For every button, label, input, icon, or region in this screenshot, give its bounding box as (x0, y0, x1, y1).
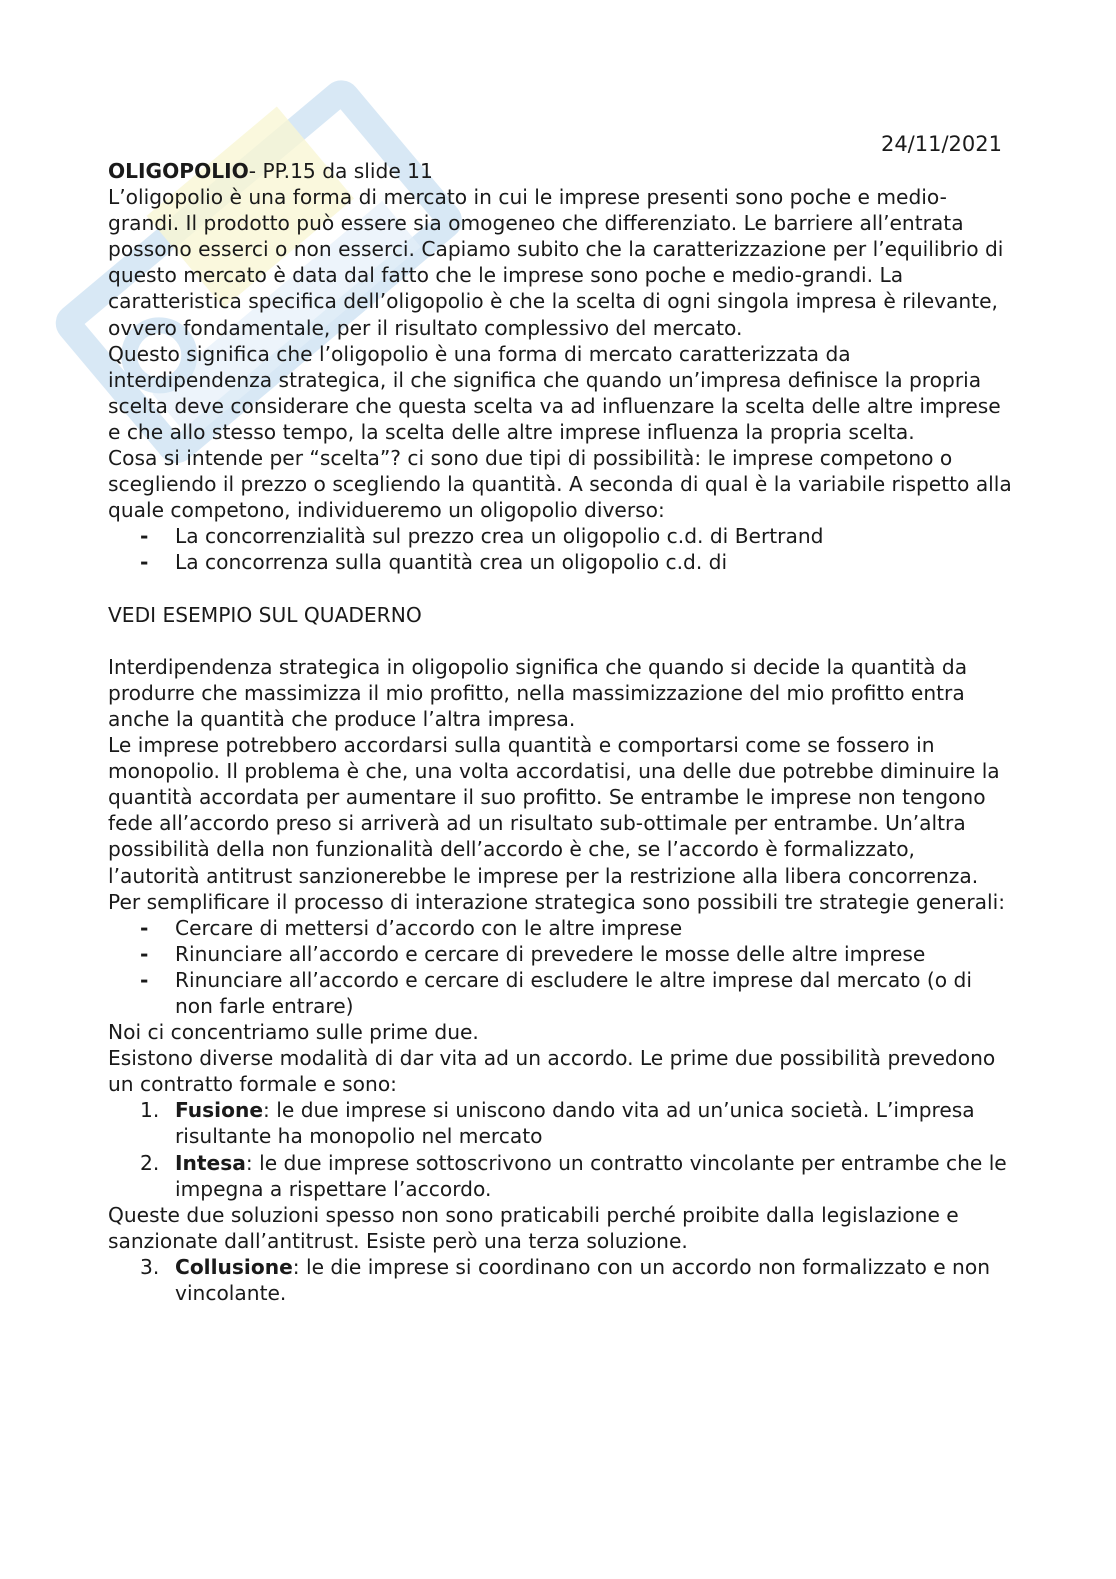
list-number: 3. (140, 1254, 160, 1279)
notebook-note: VEDI ESEMPIO SUL QUADERNO (108, 602, 422, 627)
list-term: Intesa (175, 1150, 246, 1175)
paragraph-9: Queste due soluzioni spesso non sono praticabili perché proibite dalla legislazione e sanzionate dall’antitrust. Esiste però una terza soluzione. (108, 1202, 959, 1253)
list-item-text: Rinunciare all’accordo e cercare di prevedere le mosse delle altre imprese (175, 941, 926, 966)
strategies-list (108, 915, 1013, 1019)
list-item-text: Cercare di mettersi d’accordo con le altre imprese (175, 915, 683, 940)
list-item-text: Rinunciare all’accordo e cercare di escludere le altre imprese dal mercato (o di non farle entrare) (175, 967, 972, 1018)
document-title: OLIGOPOLIO (108, 159, 249, 183)
list-item (108, 941, 1013, 967)
agreement-types-list (108, 1097, 1013, 1201)
paragraph-7: Noi ci concentriamo sulle prime due. (108, 1020, 479, 1045)
title-reference: - PP.15 da slide 11 (248, 159, 433, 183)
list-marker: - (140, 967, 149, 992)
list-marker: - (140, 550, 149, 575)
paragraph-4: Interdipendenza strategica in oligopolio significa che quando si decide la quantità da produrre che massimizza il mio profitto, nella massimizzazione del mio profitto entra anche la quantità che produce l’altra impresa. (108, 654, 968, 731)
list-item-text: : le due imprese sottoscrivono un contratto vincolante per entrambe che le impegna a rispettare l’accordo. (175, 1150, 1007, 1201)
paragraph-5: Le imprese potrebbero accordarsi sulla quantità e comportarsi come se fossero in monopolio. Il problema è che, una volta accordatisi, una delle due potrebbe diminuire la quantità accordata per aumentare il suo profitto. Se entrambe le imprese non tengono fede all’accordo preso si arriverà ad un risultato sub-ottimale per entrambe. Un’altra possibilità della non funzionalità dell’accordo è che, se l’accordo è formalizzato, l’autorità antitrust sanzionerebbe le imprese per la restrizione alla libera concorrenza. (108, 733, 1000, 888)
list-item-text: La concorrenza sulla quantità crea un oligopolio c.d. di (175, 550, 728, 575)
list-item (108, 523, 1013, 549)
list-item-text: La concorrenzialità sul prezzo crea un oligopolio c.d. di Bertrand (175, 524, 824, 549)
document-date: 24/11/2021 (880, 132, 1002, 156)
list-item (108, 1097, 1013, 1149)
list-item (108, 549, 1013, 575)
list-number: 1. (140, 1098, 160, 1123)
list-marker: - (140, 941, 149, 966)
collusion-list (108, 1254, 1013, 1306)
list-number: 2. (140, 1150, 160, 1175)
list-item-text: : le due imprese si uniscono dando vita ad un’unica società. L’impresa risultante ha monopolio nel mercato (175, 1098, 975, 1149)
document-body (108, 158, 1013, 1306)
list-item (108, 1150, 1013, 1202)
list-marker: - (140, 915, 149, 940)
list-marker: - (140, 524, 149, 549)
paragraph-8: Esistono diverse modalità di dar vita ad un accordo. Le prime due possibilità prevedono un contratto formale e sono: (108, 1046, 996, 1097)
paragraph-2: Questo significa che l’oligopolio è una forma di mercato caratterizzata da interdipendenza strategica, il che significa che quando un’impresa definisce la propria scelta deve considerare che questa scelta va ad influenzare la scelta delle altre imprese e che allo stesso tempo, la scelta delle altre imprese influenza la propria scelta. (108, 341, 1001, 444)
list-item (108, 915, 1013, 941)
list-term: Collusione (175, 1254, 293, 1279)
list-item (108, 967, 1013, 1019)
title-line (108, 158, 1013, 184)
paragraph-1: L’oligopolio è una forma di mercato in cui le imprese presenti sono poche e medio-grandi. Il prodotto può essere sia omogeneo che differenziato. Le barriere all’entrata possono esserci o non esserci. Capiamo subito che la caratterizzazione per l’equilibrio di questo mercato è data dal fatto che le imprese sono poche e medio-grandi. La caratteristica specifica dell’oligopolio è che la scelta di ogni singola impresa è rilevante, ovvero fondamentale, per il risultato complessivo del mercato. (108, 185, 1004, 340)
paragraph-6: Per semplificare il processo di interazione strategica sono possibili tre strategie generali: (108, 889, 1006, 914)
list-item-text: : le die imprese si coordinano con un accordo non formalizzato e non vincolante. (175, 1254, 991, 1306)
spacer (108, 576, 1013, 602)
spacer (108, 628, 1013, 654)
list-item (108, 1254, 1013, 1306)
list-term: Fusione (175, 1098, 264, 1123)
oligopoly-types-list (108, 523, 1013, 575)
paragraph-3: Cosa si intende per “scelta”? ci sono due tipi di possibilità: le imprese competono o scegliendo il prezzo o scegliendo la quantità. A seconda di qual è la variabile rispetto alla quale competono, individueremo un oligopolio diverso: (108, 446, 1012, 523)
